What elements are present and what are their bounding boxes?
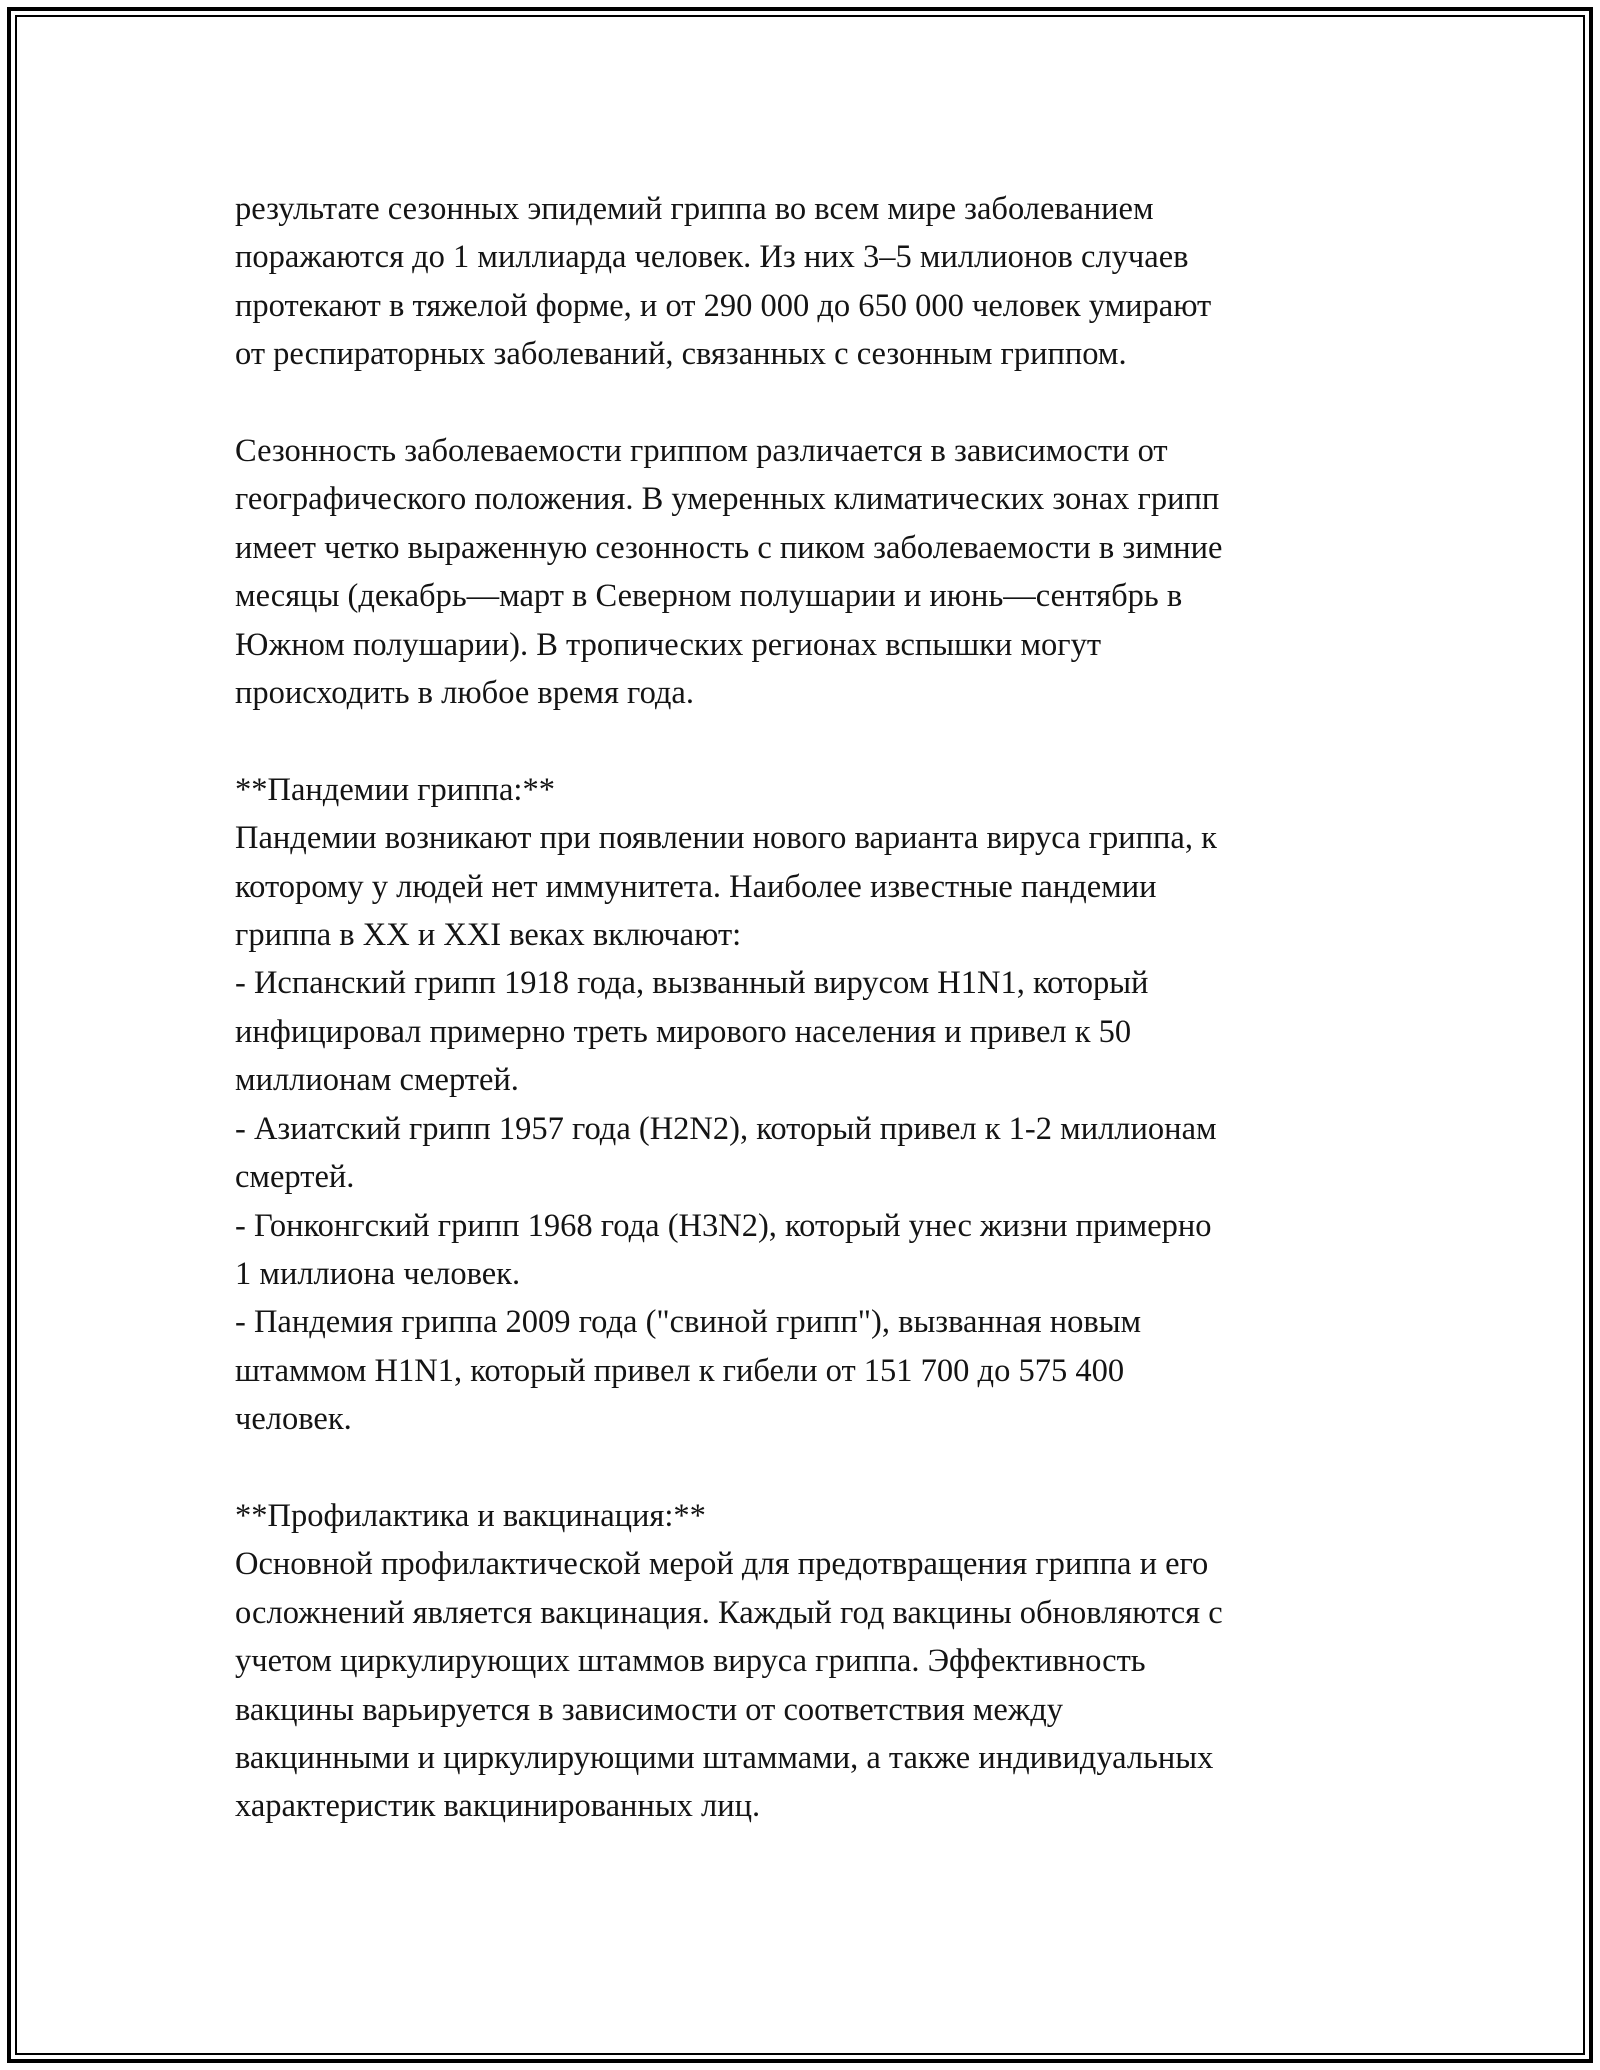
list-item-line: - Испанский грипп 1918 года, вызванный вирусом H1N1, который bbox=[235, 965, 1149, 1002]
list-item-line: - Гонконгский грипп 1968 года (H3N2), который унес жизни примерно bbox=[235, 1207, 1212, 1244]
text-line: Пандемии возникают при появлении нового варианта вируса гриппа, к bbox=[235, 820, 1217, 857]
list-item-line: 1 миллиона человек. bbox=[235, 1255, 521, 1292]
text-line: Основной профилактической мерой для предотвращения гриппа и его bbox=[235, 1546, 1209, 1583]
text-line: гриппа в XX и XXI веках включают: bbox=[235, 917, 742, 954]
text-line: которому у людей нет иммунитета. Наиболее известные пандемии bbox=[235, 868, 1157, 905]
text-line: Южном полушарии). В тропических регионах вспышки могут bbox=[235, 626, 1102, 663]
section-heading: **Пандемии гриппа:** bbox=[235, 771, 555, 808]
list-item-line: - Пандемия гриппа 2009 года ("свиной грипп"), вызванная новым bbox=[235, 1304, 1142, 1341]
list-item-line: штаммом H1N1, который привел к гибели от 151 700 до 575 400 bbox=[235, 1352, 1125, 1389]
list-item-line: человек. bbox=[235, 1401, 352, 1438]
text-line: происходить в любое время года. bbox=[235, 675, 694, 712]
text-line: результате сезонных эпидемий гриппа во всем мире заболеванием bbox=[235, 191, 1154, 227]
text-line: характеристик вакцинированных лиц. bbox=[235, 1788, 761, 1825]
text-line: месяцы (декабрь—март в Северном полушарии и июнь—сентябрь в bbox=[235, 578, 1183, 615]
list-item-line: инфицировал примерно треть мирового населения и привел к 50 bbox=[235, 1013, 1132, 1050]
list-item-line: смертей. bbox=[235, 1159, 355, 1196]
text-line: имеет четко выраженную сезонность с пиком заболеваемости в зимние bbox=[235, 529, 1223, 566]
text-line: вакцинными и циркулирующими штаммами, а также индивидуальных bbox=[235, 1739, 1214, 1776]
text-line: протекают в тяжелой форме, и от 290 000 до 650 000 человек умирают bbox=[235, 287, 1212, 324]
text-line: осложнений является вакцинация. Каждый год вакцины обновляются с bbox=[235, 1594, 1223, 1631]
text-line: вакцины варьируется в зависимости от соответствия между bbox=[235, 1691, 1064, 1728]
list-item-line: - Азиатский грипп 1957 года (H2N2), который привел к 1-2 миллионам bbox=[235, 1110, 1217, 1147]
section-heading: **Профилактика и вакцинация:** bbox=[235, 1497, 706, 1534]
paragraph-gap bbox=[235, 1444, 1385, 1492]
paragraph-gap bbox=[235, 717, 1385, 765]
paragraph-gap bbox=[235, 379, 1385, 427]
text-line: поражаются до 1 миллиарда человек. Из них 3–5 миллионов случаев bbox=[235, 239, 1189, 276]
text-line: Сезонность заболеваемости гриппом различается в зависимости от bbox=[235, 433, 1168, 470]
text-line: географического положения. В умеренных климатических зонах грипп bbox=[235, 481, 1220, 518]
text-line: от респираторных заболеваний, связанных с сезонным гриппом. bbox=[235, 336, 1127, 373]
list-item-line: миллионам смертей. bbox=[235, 1062, 519, 1099]
text-line: учетом циркулирующих штаммов вируса гриппа. Эффективность bbox=[235, 1643, 1146, 1680]
document-body bbox=[235, 185, 1385, 1831]
